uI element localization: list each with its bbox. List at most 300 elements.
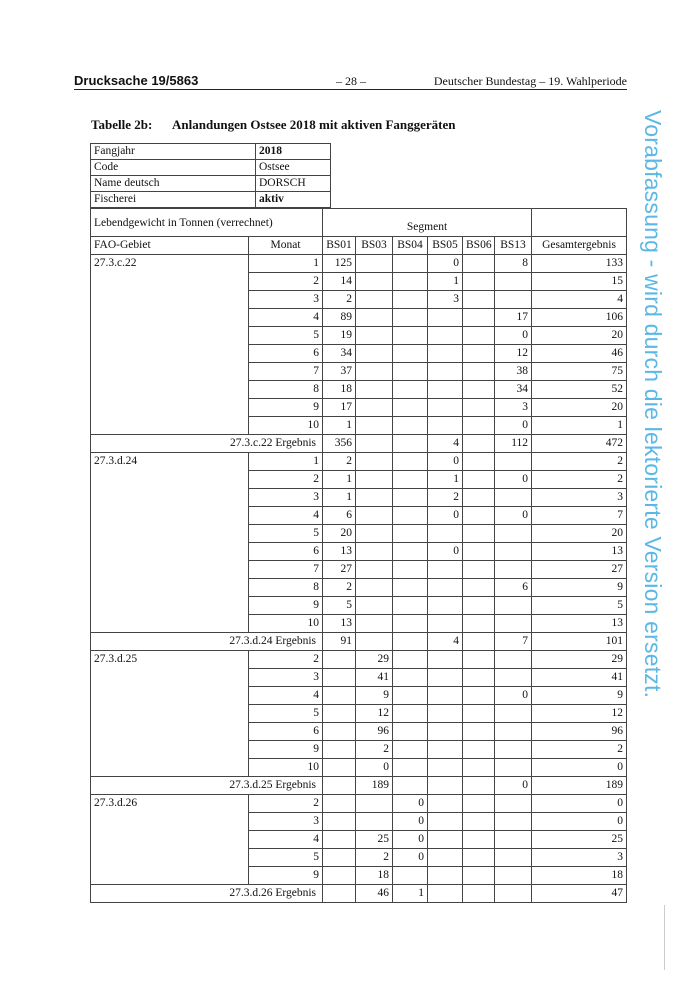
value-cell: 0 [495, 507, 532, 525]
meta-row [91, 160, 331, 176]
total-cell: 25 [532, 831, 627, 849]
value-cell [495, 813, 532, 831]
value-cell [463, 615, 495, 633]
total-cell: 96 [532, 723, 627, 741]
value-cell [428, 813, 463, 831]
value-cell [356, 327, 393, 345]
month-cell: 2 [249, 273, 323, 291]
value-cell [428, 723, 463, 741]
value-cell: 125 [323, 255, 356, 273]
weight-label: Lebendgewicht in Tonnen (verrechnet) [91, 209, 323, 237]
header-row-columns [91, 237, 627, 255]
total-cell: 5 [532, 597, 627, 615]
value-cell [428, 597, 463, 615]
value-cell: 3 [428, 291, 463, 309]
meta-value: aktiv [256, 192, 331, 208]
value-cell: 0 [495, 471, 532, 489]
month-cell: 6 [249, 723, 323, 741]
value-cell [428, 309, 463, 327]
value-cell [495, 561, 532, 579]
value-cell [428, 831, 463, 849]
value-cell [356, 453, 393, 471]
value-cell: 2 [323, 453, 356, 471]
result-label: 27.3.d.24 Ergebnis [91, 633, 323, 651]
value-cell [495, 525, 532, 543]
value-cell [393, 543, 428, 561]
value-cell [428, 759, 463, 777]
value-cell [495, 489, 532, 507]
result-value: 4 [428, 633, 463, 651]
value-cell: 2 [323, 291, 356, 309]
value-cell: 17 [495, 309, 532, 327]
total-cell: 7 [532, 507, 627, 525]
value-cell [463, 417, 495, 435]
document-number-prefix: Drucksache 19/ [74, 73, 170, 88]
value-cell [356, 417, 393, 435]
total-cell: 13 [532, 543, 627, 561]
value-cell [393, 381, 428, 399]
month-cell: 8 [249, 579, 323, 597]
value-cell [495, 741, 532, 759]
side-divider [664, 905, 665, 970]
month-cell: 2 [249, 651, 323, 669]
value-cell [463, 399, 495, 417]
total-cell: 27 [532, 561, 627, 579]
value-cell [428, 579, 463, 597]
meta-row [91, 192, 331, 208]
value-cell [428, 741, 463, 759]
result-value [463, 777, 495, 795]
total-cell: 3 [532, 849, 627, 867]
meta-key: Name deutsch [91, 176, 256, 192]
month-cell: 9 [249, 741, 323, 759]
value-cell: 41 [356, 669, 393, 687]
result-row [91, 633, 627, 651]
fao-area: 27.3.d.24 [91, 453, 249, 633]
meta-value: Ostsee [256, 160, 331, 176]
total-cell: 18 [532, 867, 627, 885]
total-cell: 46 [532, 345, 627, 363]
value-cell [463, 867, 495, 885]
value-cell [356, 579, 393, 597]
value-cell [463, 687, 495, 705]
value-cell [495, 705, 532, 723]
value-cell [428, 795, 463, 813]
value-cell [463, 813, 495, 831]
value-cell: 0 [393, 831, 428, 849]
value-cell [495, 867, 532, 885]
result-value: 7 [495, 633, 532, 651]
total-cell: 2 [532, 471, 627, 489]
watermark-text: Vorabfassung - wird durch die lektorierte Version ersetzt. [640, 110, 666, 699]
value-cell [393, 399, 428, 417]
value-cell [463, 849, 495, 867]
value-cell [323, 813, 356, 831]
column-header-segment: BS06 [463, 237, 495, 255]
value-cell: 1 [428, 471, 463, 489]
value-cell: 89 [323, 309, 356, 327]
value-cell: 2 [356, 741, 393, 759]
value-cell [463, 705, 495, 723]
value-cell [463, 543, 495, 561]
result-value: 4 [428, 435, 463, 453]
value-cell: 18 [323, 381, 356, 399]
value-cell: 1 [323, 471, 356, 489]
result-row [91, 435, 627, 453]
result-value [463, 633, 495, 651]
value-cell [463, 561, 495, 579]
result-row [91, 885, 627, 903]
month-cell: 4 [249, 507, 323, 525]
value-cell [463, 309, 495, 327]
value-cell [323, 759, 356, 777]
month-cell: 8 [249, 381, 323, 399]
value-cell: 1 [428, 273, 463, 291]
value-cell [428, 651, 463, 669]
total-cell: 4 [532, 291, 627, 309]
value-cell [393, 453, 428, 471]
total-cell: 0 [532, 795, 627, 813]
value-cell [463, 291, 495, 309]
value-cell [356, 795, 393, 813]
value-cell: 25 [356, 831, 393, 849]
value-cell: 6 [495, 579, 532, 597]
total-cell: 52 [532, 381, 627, 399]
value-cell [428, 363, 463, 381]
value-cell [393, 597, 428, 615]
value-cell: 0 [495, 327, 532, 345]
total-cell: 106 [532, 309, 627, 327]
result-value [463, 885, 495, 903]
month-cell: 3 [249, 291, 323, 309]
meta-value: 2018 [256, 144, 331, 160]
value-cell: 0 [495, 687, 532, 705]
parliament-label: Deutscher Bundestag – 19. Wahlperiode [433, 74, 627, 88]
value-cell [393, 723, 428, 741]
value-cell [495, 723, 532, 741]
value-cell [495, 543, 532, 561]
value-cell [356, 813, 393, 831]
value-cell [393, 309, 428, 327]
month-cell: 4 [249, 309, 323, 327]
fao-area: 27.3.c.22 [91, 255, 249, 435]
result-value [323, 777, 356, 795]
value-cell: 0 [495, 417, 532, 435]
value-cell: 0 [356, 759, 393, 777]
month-cell: 3 [249, 813, 323, 831]
month-cell: 6 [249, 543, 323, 561]
meta-row [91, 176, 331, 192]
value-cell [323, 831, 356, 849]
value-cell [463, 597, 495, 615]
month-cell: 5 [249, 327, 323, 345]
total-cell: 0 [532, 759, 627, 777]
month-cell: 6 [249, 345, 323, 363]
result-value: 91 [323, 633, 356, 651]
value-cell [356, 597, 393, 615]
value-cell: 14 [323, 273, 356, 291]
value-cell [323, 651, 356, 669]
value-cell [495, 597, 532, 615]
month-cell: 7 [249, 363, 323, 381]
value-cell [463, 723, 495, 741]
meta-key: Fangjahr [91, 144, 256, 160]
month-cell: 9 [249, 867, 323, 885]
result-label: 27.3.d.25 Ergebnis [91, 777, 323, 795]
value-cell [428, 615, 463, 633]
value-cell [393, 561, 428, 579]
value-cell [393, 705, 428, 723]
result-value: 46 [356, 885, 393, 903]
result-value: 112 [495, 435, 532, 453]
value-cell [323, 741, 356, 759]
value-cell [463, 327, 495, 345]
value-cell [323, 723, 356, 741]
month-cell: 5 [249, 525, 323, 543]
value-cell [356, 561, 393, 579]
meta-row [91, 144, 331, 160]
total-cell: 3 [532, 489, 627, 507]
value-cell [393, 327, 428, 345]
segment-label: Segment [323, 209, 532, 237]
value-cell [393, 489, 428, 507]
value-cell [356, 525, 393, 543]
month-cell: 4 [249, 687, 323, 705]
header-empty-cell [532, 209, 627, 237]
month-cell: 10 [249, 615, 323, 633]
month-cell: 10 [249, 759, 323, 777]
total-cell: 20 [532, 399, 627, 417]
value-cell [428, 327, 463, 345]
value-cell [393, 507, 428, 525]
value-cell [356, 399, 393, 417]
table-row [91, 795, 627, 813]
value-cell [463, 741, 495, 759]
month-cell: 5 [249, 705, 323, 723]
total-cell: 2 [532, 453, 627, 471]
result-total: 101 [532, 633, 627, 651]
month-cell: 9 [249, 399, 323, 417]
month-cell: 9 [249, 597, 323, 615]
value-cell [463, 255, 495, 273]
total-cell: 9 [532, 579, 627, 597]
meta-key: Fischerei [91, 192, 256, 208]
header-row-weight [91, 209, 627, 237]
value-cell [495, 795, 532, 813]
value-cell: 34 [495, 381, 532, 399]
value-cell [463, 759, 495, 777]
value-cell [393, 687, 428, 705]
value-cell [356, 309, 393, 327]
value-cell [428, 399, 463, 417]
value-cell: 38 [495, 363, 532, 381]
result-value: 0 [495, 777, 532, 795]
result-value [463, 435, 495, 453]
value-cell: 0 [393, 813, 428, 831]
value-cell: 34 [323, 345, 356, 363]
value-cell: 17 [323, 399, 356, 417]
total-cell: 15 [532, 273, 627, 291]
table-row [91, 255, 627, 273]
value-cell [393, 867, 428, 885]
value-cell [463, 579, 495, 597]
value-cell: 19 [323, 327, 356, 345]
result-value: 356 [323, 435, 356, 453]
month-cell: 5 [249, 849, 323, 867]
total-cell: 41 [532, 669, 627, 687]
value-cell [393, 417, 428, 435]
value-cell [393, 741, 428, 759]
result-total: 189 [532, 777, 627, 795]
value-cell [428, 345, 463, 363]
value-cell: 2 [356, 849, 393, 867]
value-cell [356, 255, 393, 273]
result-value [428, 885, 463, 903]
value-cell: 27 [323, 561, 356, 579]
total-cell: 75 [532, 363, 627, 381]
result-value [393, 633, 428, 651]
value-cell [356, 363, 393, 381]
total-cell: 13 [532, 615, 627, 633]
value-cell: 9 [356, 687, 393, 705]
fao-area: 27.3.d.25 [91, 651, 249, 777]
value-cell [356, 273, 393, 291]
value-cell [463, 471, 495, 489]
total-cell: 0 [532, 813, 627, 831]
result-value [356, 435, 393, 453]
value-cell [463, 453, 495, 471]
table-row [91, 651, 627, 669]
value-cell: 13 [323, 615, 356, 633]
result-value: 1 [393, 885, 428, 903]
value-cell [356, 291, 393, 309]
month-cell: 3 [249, 669, 323, 687]
month-cell: 3 [249, 489, 323, 507]
table-title: Anlandungen Ostsee 2018 mit aktiven Fanggeräten [172, 117, 456, 132]
value-cell [356, 345, 393, 363]
month-cell: 1 [249, 255, 323, 273]
value-cell [393, 471, 428, 489]
column-header-month: Monat [249, 237, 323, 255]
value-cell [428, 561, 463, 579]
result-label: 27.3.c.22 Ergebnis [91, 435, 323, 453]
value-cell [323, 687, 356, 705]
value-cell: 37 [323, 363, 356, 381]
table-row [91, 453, 627, 471]
total-cell: 20 [532, 525, 627, 543]
fao-area: 27.3.d.26 [91, 795, 249, 885]
value-cell [463, 795, 495, 813]
value-cell [495, 831, 532, 849]
value-cell: 0 [428, 543, 463, 561]
value-cell: 3 [495, 399, 532, 417]
result-value [393, 435, 428, 453]
value-cell: 29 [356, 651, 393, 669]
value-cell [393, 345, 428, 363]
value-cell [393, 273, 428, 291]
value-cell: 2 [323, 579, 356, 597]
value-cell [463, 525, 495, 543]
column-header-segment: BS13 [495, 237, 532, 255]
value-cell [356, 471, 393, 489]
value-cell [323, 669, 356, 687]
value-cell [356, 543, 393, 561]
value-cell [428, 867, 463, 885]
value-cell [428, 705, 463, 723]
value-cell [323, 849, 356, 867]
meta-key: Code [91, 160, 256, 176]
result-value [428, 777, 463, 795]
result-value [323, 885, 356, 903]
value-cell: 96 [356, 723, 393, 741]
column-header-area: FAO-Gebiet [91, 237, 249, 255]
value-cell: 0 [428, 453, 463, 471]
value-cell [428, 525, 463, 543]
value-cell: 0 [393, 849, 428, 867]
value-cell [463, 381, 495, 399]
result-row [91, 777, 627, 795]
value-cell [428, 849, 463, 867]
value-cell: 12 [495, 345, 532, 363]
value-cell [495, 651, 532, 669]
value-cell [428, 417, 463, 435]
value-cell [463, 273, 495, 291]
value-cell [463, 831, 495, 849]
value-cell [393, 525, 428, 543]
page-number: – 28 – [336, 74, 366, 88]
result-value: 189 [356, 777, 393, 795]
month-cell: 2 [249, 471, 323, 489]
value-cell [495, 291, 532, 309]
value-cell [393, 759, 428, 777]
result-value [393, 777, 428, 795]
value-cell: 13 [323, 543, 356, 561]
value-cell: 5 [323, 597, 356, 615]
column-header-segment: BS01 [323, 237, 356, 255]
result-value [356, 633, 393, 651]
value-cell [428, 687, 463, 705]
value-cell: 20 [323, 525, 356, 543]
value-cell [495, 453, 532, 471]
column-header-segment: BS05 [428, 237, 463, 255]
value-cell [463, 507, 495, 525]
value-cell [323, 705, 356, 723]
value-cell [428, 381, 463, 399]
value-cell [463, 489, 495, 507]
value-cell [356, 615, 393, 633]
value-cell: 18 [356, 867, 393, 885]
value-cell: 1 [323, 489, 356, 507]
value-cell: 1 [323, 417, 356, 435]
total-cell: 1 [532, 417, 627, 435]
watermark [632, 110, 672, 890]
total-cell: 29 [532, 651, 627, 669]
value-cell [323, 867, 356, 885]
value-cell [356, 507, 393, 525]
table-number: Tabelle 2b: [91, 117, 153, 132]
value-cell [428, 669, 463, 687]
result-label: 27.3.d.26 Ergebnis [91, 885, 323, 903]
meta-table [90, 143, 331, 208]
value-cell: 8 [495, 255, 532, 273]
value-cell [356, 381, 393, 399]
total-cell: 2 [532, 741, 627, 759]
column-header-segment: BS03 [356, 237, 393, 255]
total-cell: 9 [532, 687, 627, 705]
value-cell [495, 615, 532, 633]
value-cell [463, 669, 495, 687]
column-header-segment: BS04 [393, 237, 428, 255]
